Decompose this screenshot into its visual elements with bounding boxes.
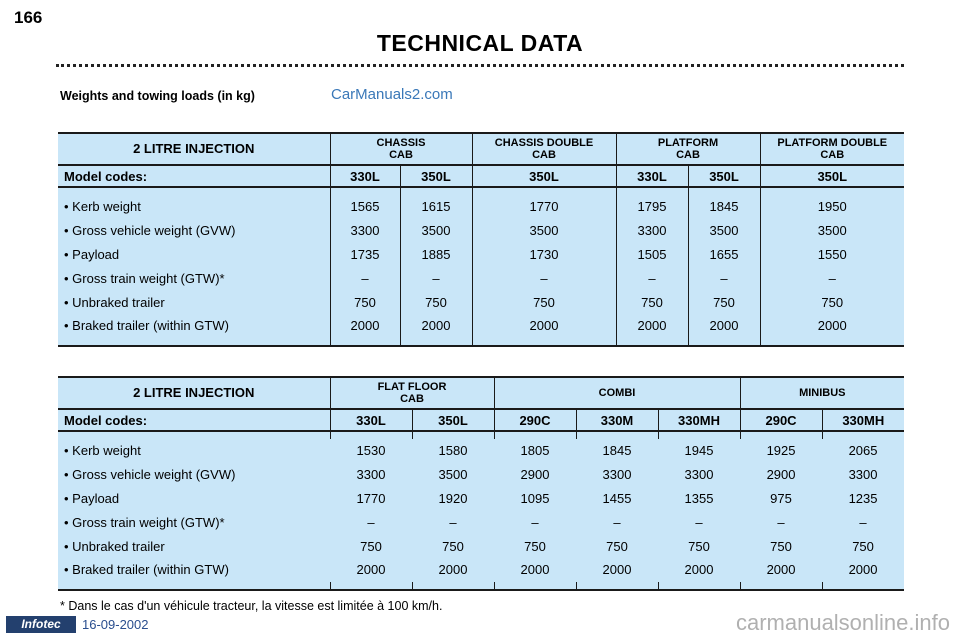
cell-value: 1550 [760, 243, 904, 267]
table-row [58, 243, 904, 267]
model-code: 330MH [658, 409, 740, 431]
model-code: 350L [760, 165, 904, 187]
cell-value: 2000 [688, 314, 760, 338]
cell-value: 2000 [616, 314, 688, 338]
cell-value: 750 [688, 538, 710, 554]
cell-value: 3300 [602, 467, 632, 483]
cell-value: 2000 [438, 562, 468, 578]
cell-value: – [330, 266, 400, 290]
cell-value: – [449, 514, 457, 530]
cell-value: – [688, 266, 760, 290]
page-number: 166 [14, 8, 43, 27]
cell-value: 1920 [438, 490, 468, 506]
model-code: 330L [330, 165, 400, 187]
model-code: 350L [412, 409, 494, 431]
cell-value: 1355 [684, 490, 714, 506]
cell-value: 1565 [330, 195, 400, 219]
cell-value: – [400, 266, 472, 290]
cell-value: 2000 [766, 562, 796, 578]
row-label: • Gross vehicle weight (GVW) [64, 223, 236, 239]
cell-value: 2000 [684, 562, 714, 578]
table-row [58, 534, 904, 558]
cell-value: 750 [442, 538, 464, 554]
cell-value: 1945 [684, 443, 714, 459]
cell-value: 1455 [602, 490, 632, 506]
row-label: • Unbraked trailer [64, 294, 165, 310]
cell-value: 2065 [848, 443, 878, 459]
model-code: 350L [688, 165, 760, 187]
engine-header: 2 LITRE INJECTION [133, 141, 255, 156]
row-label: • Gross train weight (GTW)* [64, 514, 225, 530]
group-header: PLATFORM CAB [616, 133, 760, 165]
cell-value: 1885 [400, 243, 472, 267]
cell-value: 1735 [330, 243, 400, 267]
table-row [58, 487, 904, 511]
cell-value: 3300 [356, 467, 386, 483]
table-row [58, 195, 904, 219]
cell-value: 750 [688, 290, 760, 314]
cell-value: 750 [760, 290, 904, 314]
watermark-text: CarManuals2.com [331, 86, 453, 103]
cell-value: 2900 [766, 467, 796, 483]
group-header: COMBI [494, 377, 740, 409]
cell-value: 2000 [760, 314, 904, 338]
cell-value: – [777, 514, 785, 530]
cell-value: 1615 [400, 195, 472, 219]
cell-value: 1655 [688, 243, 760, 267]
cell-value: 3300 [684, 467, 714, 483]
model-codes-label: Model codes: [58, 165, 330, 187]
cell-value: 1235 [848, 490, 878, 506]
row-label: • Kerb weight [64, 443, 141, 459]
dotted-divider [56, 64, 904, 67]
group-header: PLATFORM DOUBLE CAB [760, 133, 904, 165]
cell-value: 3300 [330, 219, 400, 243]
model-code: 290C [740, 409, 822, 431]
cell-value: 2900 [520, 467, 550, 483]
cell-value: 1730 [472, 243, 616, 267]
cell-value: 750 [770, 538, 792, 554]
footnote: * Dans le cas d'un véhicule tracteur, la vitesse est limitée à 100 km/h. [60, 599, 443, 613]
cell-value: 2000 [356, 562, 386, 578]
row-label: • Unbraked trailer [64, 538, 165, 554]
cell-value: – [695, 514, 703, 530]
cell-value: 750 [472, 290, 616, 314]
row-label: • Braked trailer (within GTW) [64, 562, 229, 578]
cell-value: – [472, 266, 616, 290]
table-row [58, 439, 904, 463]
cell-value: 3300 [848, 467, 878, 483]
print-date: 16-09-2002 [82, 617, 149, 632]
model-code: 350L [400, 165, 472, 187]
cell-value: 750 [400, 290, 472, 314]
cell-value: 975 [770, 490, 792, 506]
infotec-logo: Infotec [6, 616, 76, 633]
weights-table-1 [58, 132, 904, 347]
cell-value: 1950 [760, 195, 904, 219]
row-label: • Kerb weight [64, 199, 141, 215]
engine-header: 2 LITRE INJECTION [133, 385, 255, 400]
cell-value: 3500 [688, 219, 760, 243]
row-label: • Payload [64, 246, 120, 262]
cell-value: 1770 [472, 195, 616, 219]
cell-value: 1795 [616, 195, 688, 219]
cell-value: 3300 [616, 219, 688, 243]
model-code: 330L [330, 409, 412, 431]
cell-value: 2000 [330, 314, 400, 338]
row-label: • Gross vehicle weight (GVW) [64, 467, 236, 483]
cell-value: 3500 [760, 219, 904, 243]
row-label: • Braked trailer (within GTW) [64, 318, 229, 334]
table-row [58, 266, 904, 290]
model-code: 330L [616, 165, 688, 187]
weights-table-2 [58, 376, 904, 591]
group-header: CHASSIS CAB [330, 133, 472, 165]
site-watermark: carmanualsonline.info [735, 610, 950, 635]
cell-value: – [616, 266, 688, 290]
table-row [58, 290, 904, 314]
model-code: 330M [576, 409, 658, 431]
cell-value: 2000 [602, 562, 632, 578]
cell-value: – [859, 514, 867, 530]
cell-value: 2000 [848, 562, 878, 578]
cell-value: 750 [616, 290, 688, 314]
cell-value: 1505 [616, 243, 688, 267]
cell-value: 750 [852, 538, 874, 554]
table-row [58, 510, 904, 534]
cell-value: 1845 [688, 195, 760, 219]
cell-value: 2000 [472, 314, 616, 338]
cell-value: 1770 [356, 490, 386, 506]
row-label: • Gross train weight (GTW)* [64, 270, 225, 286]
cell-value: 750 [606, 538, 628, 554]
model-code: 330MH [822, 409, 904, 431]
cell-value: 3500 [400, 219, 472, 243]
cell-value: 1845 [602, 443, 632, 459]
group-header: MINIBUS [740, 377, 904, 409]
table-row [58, 314, 904, 338]
cell-value: 3500 [472, 219, 616, 243]
model-code: 350L [472, 165, 616, 187]
row-label: • Payload [64, 490, 120, 506]
cell-value: 750 [524, 538, 546, 554]
cell-value: 1095 [520, 490, 550, 506]
table-row [58, 463, 904, 487]
cell-value: – [760, 266, 904, 290]
model-code: 290C [494, 409, 576, 431]
cell-value: – [367, 514, 375, 530]
cell-value: 750 [330, 290, 400, 314]
table-row [58, 219, 904, 243]
cell-value: 3500 [438, 467, 468, 483]
page-title: TECHNICAL DATA [376, 30, 584, 56]
cell-value: 2000 [400, 314, 472, 338]
cell-value: 1805 [520, 443, 550, 459]
section-heading: Weights and towing loads (in kg) [60, 89, 255, 103]
cell-value: – [613, 514, 621, 530]
table-row [58, 558, 904, 582]
cell-value: 750 [360, 538, 382, 554]
group-header: FLAT FLOOR CAB [330, 377, 494, 409]
cell-value: – [531, 514, 539, 530]
cell-value: 1530 [356, 443, 386, 459]
model-codes-label: Model codes: [58, 409, 330, 431]
cell-value: 2000 [520, 562, 550, 578]
group-header: CHASSIS DOUBLE CAB [472, 133, 616, 165]
cell-value: 1925 [766, 443, 796, 459]
cell-value: 1580 [438, 443, 468, 459]
